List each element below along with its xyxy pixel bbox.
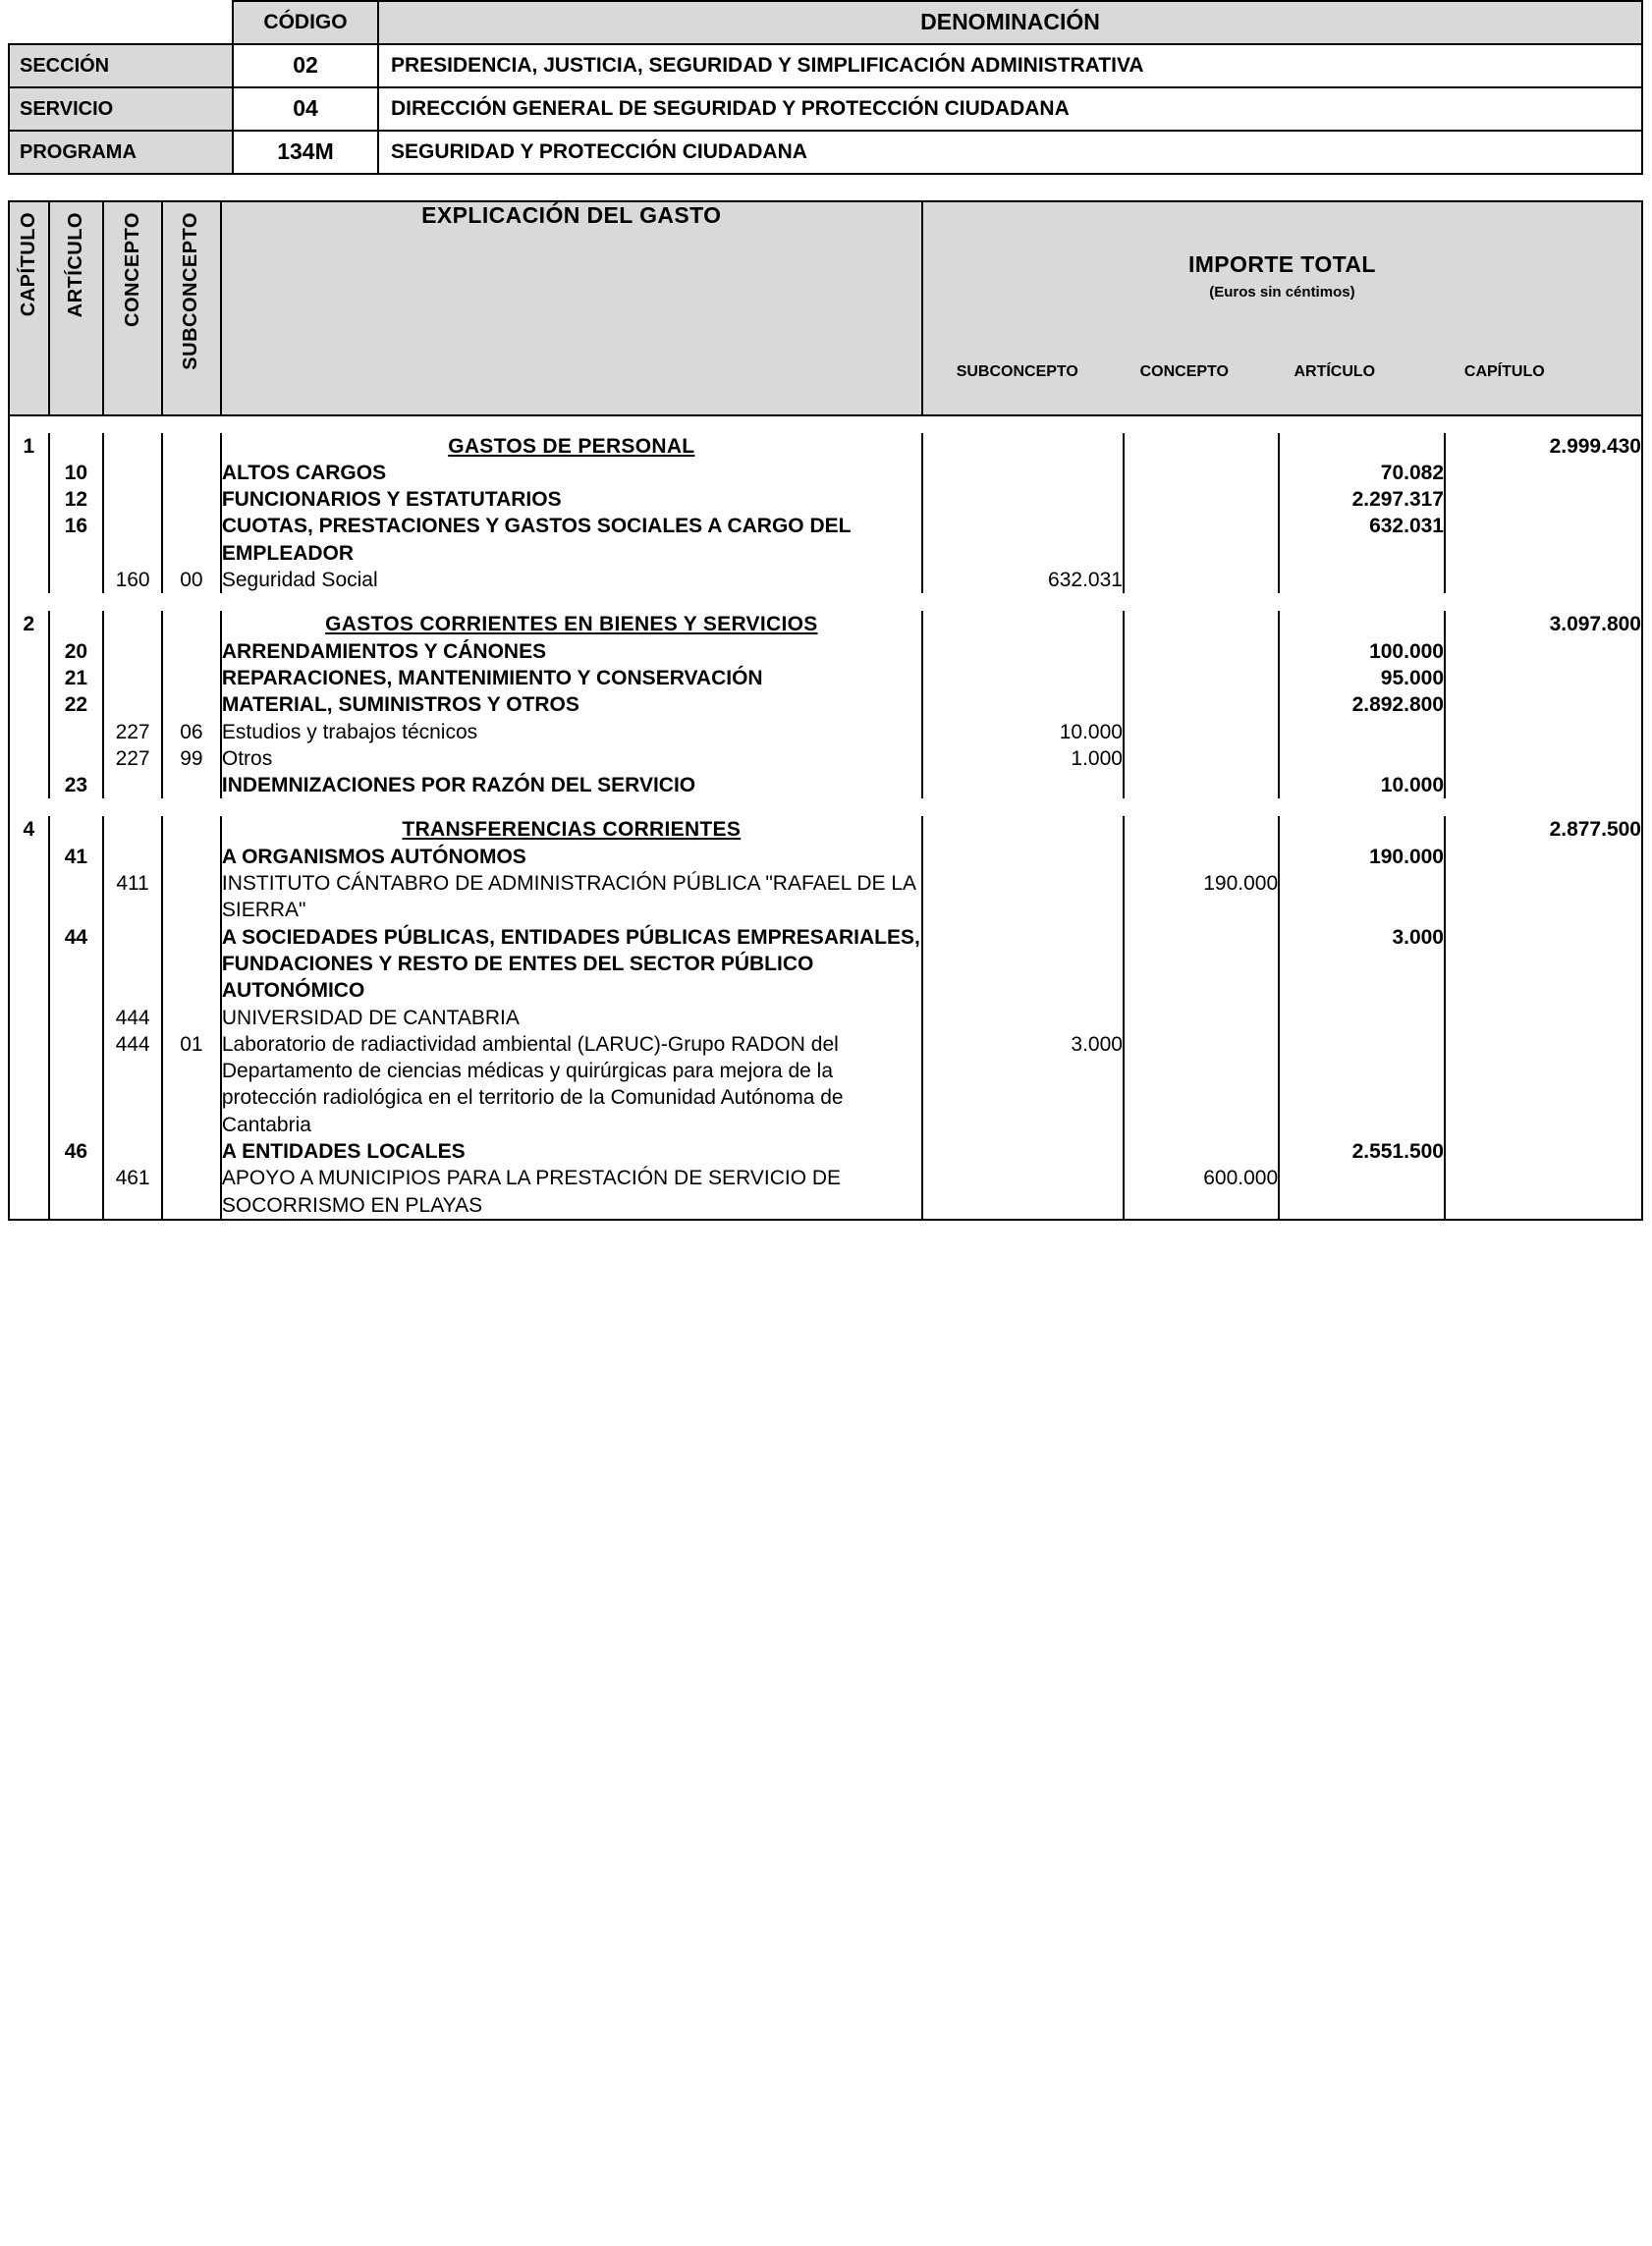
cell-value-concepto xyxy=(1124,772,1279,798)
ident-denomination-seccion: PRESIDENCIA, JUSTICIA, SEGURIDAD Y SIMPLIFICACIÓN ADMINISTRATIVA xyxy=(378,44,1642,87)
cell-articulo xyxy=(49,870,104,924)
cell-value-capitulo xyxy=(1445,745,1642,772)
cell-articulo: 21 xyxy=(49,665,104,691)
cell-concepto xyxy=(103,486,162,513)
cell-concepto xyxy=(103,638,162,665)
cell-value-articulo: 632.031 xyxy=(1279,513,1445,567)
cell-capitulo xyxy=(9,638,49,665)
cell-value-subconcepto xyxy=(922,1138,1124,1165)
cell-explicacion: Estudios y trabajos técnicos xyxy=(221,719,922,745)
cell-subconcepto xyxy=(162,691,221,718)
cell-concepto: 444 xyxy=(103,1005,162,1031)
cell-subconcepto xyxy=(162,844,221,870)
cell-value-capitulo xyxy=(1445,691,1642,718)
cell-value-concepto xyxy=(1124,844,1279,870)
cell-articulo xyxy=(49,611,104,637)
importe-total-title-block xyxy=(923,202,1641,350)
table-row xyxy=(9,924,1642,1005)
cell-explicacion: UNIVERSIDAD DE CANTABRIA xyxy=(221,1005,922,1031)
cell-value-articulo: 10.000 xyxy=(1279,772,1445,798)
header-concepto-label: CONCEPTO xyxy=(121,211,143,327)
cell-concepto xyxy=(103,611,162,637)
cell-articulo: 16 xyxy=(49,513,104,567)
cell-articulo xyxy=(49,719,104,745)
cell-value-capitulo: 2.877.500 xyxy=(1445,816,1642,843)
cell-value-concepto xyxy=(1124,611,1279,637)
cell-value-subconcepto xyxy=(922,772,1124,798)
cell-concepto: 444 xyxy=(103,1031,162,1138)
header-col-articulo: ARTÍCULO xyxy=(1294,362,1376,380)
cell-subconcepto xyxy=(162,513,221,567)
cell-articulo: 22 xyxy=(49,691,104,718)
cell-value-concepto xyxy=(1124,924,1279,1005)
cell-capitulo: 2 xyxy=(9,611,49,637)
cell-value-concepto xyxy=(1124,719,1279,745)
importe-total-subtitle: (Euros sin céntimos) xyxy=(1209,283,1355,301)
cell-value-capitulo xyxy=(1445,665,1642,691)
table-row xyxy=(9,1031,1642,1138)
cell-explicacion: INDEMNIZACIONES POR RAZÓN DEL SERVICIO xyxy=(221,772,922,798)
ident-row-programa xyxy=(9,131,1642,174)
cell-explicacion: FUNCIONARIOS Y ESTATUTARIOS xyxy=(221,486,922,513)
importe-total-title: IMPORTE TOTAL xyxy=(1187,250,1376,277)
cell-subconcepto xyxy=(162,1138,221,1165)
cell-explicacion: CUOTAS, PRESTACIONES Y GASTOS SOCIALES A CARGO DEL EMPLEADOR xyxy=(221,513,922,567)
program-identification-table xyxy=(8,0,1643,175)
cell-value-articulo xyxy=(1279,719,1445,745)
cell-value-articulo: 2.297.317 xyxy=(1279,486,1445,513)
cell-articulo: 12 xyxy=(49,486,104,513)
cell-articulo: 20 xyxy=(49,638,104,665)
cell-subconcepto xyxy=(162,486,221,513)
cell-value-articulo xyxy=(1279,567,1445,593)
cell-articulo xyxy=(49,1031,104,1138)
cell-value-concepto xyxy=(1124,486,1279,513)
table-row xyxy=(9,513,1642,567)
ident-header-blank xyxy=(9,1,233,44)
cell-value-capitulo: 3.097.800 xyxy=(1445,611,1642,637)
cell-value-articulo: 95.000 xyxy=(1279,665,1445,691)
ident-row-servicio xyxy=(9,87,1642,131)
cell-value-subconcepto xyxy=(922,1165,1124,1220)
cell-subconcepto xyxy=(162,1005,221,1031)
cell-subconcepto xyxy=(162,924,221,1005)
cell-articulo: 10 xyxy=(49,460,104,486)
cell-concepto xyxy=(103,460,162,486)
header-articulo xyxy=(49,201,104,415)
cell-capitulo xyxy=(9,665,49,691)
cell-capitulo xyxy=(9,719,49,745)
cell-value-subconcepto xyxy=(922,611,1124,637)
cell-value-subconcepto xyxy=(922,486,1124,513)
ident-header-denomination: DENOMINACIÓN xyxy=(378,1,1642,44)
cell-value-articulo xyxy=(1279,433,1445,460)
header-articulo-label: ARTÍCULO xyxy=(64,211,86,317)
cell-value-subconcepto: 632.031 xyxy=(922,567,1124,593)
cell-value-articulo: 70.082 xyxy=(1279,460,1445,486)
table-row xyxy=(9,745,1642,772)
header-col-concepto: CONCEPTO xyxy=(1139,362,1229,380)
cell-value-capitulo xyxy=(1445,1165,1642,1220)
cell-value-articulo: 100.000 xyxy=(1279,638,1445,665)
cell-concepto xyxy=(103,816,162,843)
cell-value-subconcepto xyxy=(922,638,1124,665)
cell-subconcepto xyxy=(162,870,221,924)
ident-denomination-servicio: DIRECCIÓN GENERAL DE SEGURIDAD Y PROTECCIÓN CIUDADANA xyxy=(378,87,1642,131)
cell-subconcepto: 00 xyxy=(162,567,221,593)
cell-concepto xyxy=(103,844,162,870)
cell-value-articulo xyxy=(1279,611,1445,637)
cell-capitulo xyxy=(9,460,49,486)
cell-value-subconcepto xyxy=(922,844,1124,870)
header-subconcepto-label: SUBCONCEPTO xyxy=(180,211,202,370)
cell-articulo xyxy=(49,1165,104,1220)
cell-value-subconcepto xyxy=(922,513,1124,567)
cell-articulo: 44 xyxy=(49,924,104,1005)
cell-value-concepto xyxy=(1124,638,1279,665)
cell-value-articulo xyxy=(1279,1165,1445,1220)
cell-articulo xyxy=(49,433,104,460)
budget-detail-table xyxy=(8,200,1643,1221)
cell-concepto: 227 xyxy=(103,719,162,745)
cell-subconcepto xyxy=(162,638,221,665)
cell-value-capitulo xyxy=(1445,870,1642,924)
cell-capitulo xyxy=(9,513,49,567)
cell-explicacion: Seguridad Social xyxy=(221,567,922,593)
budget-header-row xyxy=(9,201,1642,415)
ident-header-row xyxy=(9,1,1642,44)
cell-value-subconcepto xyxy=(922,1005,1124,1031)
cell-explicacion: Otros xyxy=(221,745,922,772)
cell-value-articulo: 2.892.800 xyxy=(1279,691,1445,718)
table-row xyxy=(9,486,1642,513)
cell-articulo xyxy=(49,816,104,843)
ident-label-programa: PROGRAMA xyxy=(9,131,233,174)
cell-value-capitulo xyxy=(1445,772,1642,798)
cell-value-articulo xyxy=(1279,1005,1445,1031)
table-row xyxy=(9,691,1642,718)
cell-value-subconcepto xyxy=(922,870,1124,924)
header-subconcepto xyxy=(162,201,221,415)
cell-capitulo xyxy=(9,567,49,593)
cell-concepto xyxy=(103,924,162,1005)
cell-value-concepto xyxy=(1124,691,1279,718)
ident-header-code: CÓDIGO xyxy=(233,1,378,44)
cell-value-subconcepto: 1.000 xyxy=(922,745,1124,772)
cell-subconcepto xyxy=(162,460,221,486)
cell-concepto xyxy=(103,1138,162,1165)
cell-subconcepto xyxy=(162,816,221,843)
cell-explicacion: ARRENDAMIENTOS Y CÁNONES xyxy=(221,638,922,665)
cell-value-concepto xyxy=(1124,433,1279,460)
table-row xyxy=(9,719,1642,745)
cell-subconcepto xyxy=(162,433,221,460)
cell-value-concepto xyxy=(1124,745,1279,772)
header-col-capitulo: CAPÍTULO xyxy=(1463,362,1545,380)
header-capitulo-label: CAPÍTULO xyxy=(17,211,39,316)
cell-concepto: 227 xyxy=(103,745,162,772)
table-row xyxy=(9,1165,1642,1220)
cell-value-articulo: 3.000 xyxy=(1279,924,1445,1005)
cell-explicacion: A ORGANISMOS AUTÓNOMOS xyxy=(221,844,922,870)
table-row xyxy=(9,460,1642,486)
table-row xyxy=(9,567,1642,593)
cell-capitulo xyxy=(9,772,49,798)
cell-value-articulo xyxy=(1279,745,1445,772)
cell-capitulo xyxy=(9,924,49,1005)
header-capitulo xyxy=(9,201,49,415)
cell-articulo xyxy=(49,567,104,593)
cell-capitulo: 1 xyxy=(9,433,49,460)
cell-explicacion: INSTITUTO CÁNTABRO DE ADMINISTRACIÓN PÚBLICA "RAFAEL DE LA SIERRA" xyxy=(221,870,922,924)
cell-explicacion: A ENTIDADES LOCALES xyxy=(221,1138,922,1165)
cell-value-articulo: 190.000 xyxy=(1279,844,1445,870)
cell-articulo xyxy=(49,745,104,772)
table-row xyxy=(9,1138,1642,1165)
cell-value-concepto xyxy=(1124,1005,1279,1031)
cell-concepto xyxy=(103,513,162,567)
cell-articulo: 41 xyxy=(49,844,104,870)
cell-value-subconcepto xyxy=(922,816,1124,843)
cell-explicacion: Laboratorio de radiactividad ambiental (LARUC)-Grupo RADON del Departamento de ciencias médicas y quirúrgicas para mejora de la protección radiológica en el territorio de la Comunidad Autónoma de Cantabria xyxy=(221,1031,922,1138)
cell-value-capitulo xyxy=(1445,1138,1642,1165)
cell-value-subconcepto xyxy=(922,665,1124,691)
cell-capitulo xyxy=(9,745,49,772)
table-row xyxy=(9,415,1642,433)
cell-articulo: 46 xyxy=(49,1138,104,1165)
table-row xyxy=(9,433,1642,460)
cell-subconcepto xyxy=(162,1165,221,1220)
cell-value-concepto: 600.000 xyxy=(1124,1165,1279,1220)
cell-value-concepto: 190.000 xyxy=(1124,870,1279,924)
cell-concepto: 411 xyxy=(103,870,162,924)
cell-value-capitulo xyxy=(1445,486,1642,513)
cell-value-articulo xyxy=(1279,1031,1445,1138)
cell-capitulo xyxy=(9,1005,49,1031)
cell-concepto: 461 xyxy=(103,1165,162,1220)
ident-code-servicio: 04 xyxy=(233,87,378,131)
cell-value-articulo: 2.551.500 xyxy=(1279,1138,1445,1165)
cell-subconcepto xyxy=(162,611,221,637)
cell-explicacion: GASTOS DE PERSONAL xyxy=(221,433,922,460)
ident-code-seccion: 02 xyxy=(233,44,378,87)
ident-row-seccion xyxy=(9,44,1642,87)
cell-concepto: 160 xyxy=(103,567,162,593)
table-row xyxy=(9,870,1642,924)
table-row-spacer xyxy=(9,593,1642,611)
table-row xyxy=(9,816,1642,843)
cell-value-capitulo xyxy=(1445,719,1642,745)
table-gap xyxy=(8,175,1644,200)
table-row xyxy=(9,1005,1642,1031)
cell-subconcepto: 01 xyxy=(162,1031,221,1138)
header-concepto xyxy=(103,201,162,415)
cell-concepto xyxy=(103,691,162,718)
cell-capitulo xyxy=(9,1031,49,1138)
cell-value-capitulo xyxy=(1445,460,1642,486)
cell-articulo: 23 xyxy=(49,772,104,798)
cell-explicacion: MATERIAL, SUMINISTROS Y OTROS xyxy=(221,691,922,718)
cell-value-capitulo xyxy=(1445,638,1642,665)
cell-value-concepto xyxy=(1124,567,1279,593)
cell-explicacion: REPARACIONES, MANTENIMIENTO Y CONSERVACIÓN xyxy=(221,665,922,691)
cell-value-subconcepto xyxy=(922,924,1124,1005)
cell-explicacion: TRANSFERENCIAS CORRIENTES xyxy=(221,816,922,843)
cell-explicacion: ALTOS CARGOS xyxy=(221,460,922,486)
cell-value-capitulo xyxy=(1445,924,1642,1005)
cell-capitulo xyxy=(9,691,49,718)
cell-articulo xyxy=(49,1005,104,1031)
cell-value-subconcepto xyxy=(922,460,1124,486)
table-row-spacer xyxy=(9,798,1642,816)
ident-denomination-programa: SEGURIDAD Y PROTECCIÓN CIUDADANA xyxy=(378,131,1642,174)
table-row xyxy=(9,772,1642,798)
cell-capitulo xyxy=(9,870,49,924)
cell-value-concepto xyxy=(1124,1031,1279,1138)
cell-subconcepto: 06 xyxy=(162,719,221,745)
cell-concepto xyxy=(103,433,162,460)
cell-capitulo xyxy=(9,1165,49,1220)
table-row xyxy=(9,665,1642,691)
header-explicacion: EXPLICACIÓN DEL GASTO xyxy=(221,201,922,415)
cell-value-subconcepto: 10.000 xyxy=(922,719,1124,745)
cell-value-concepto xyxy=(1124,665,1279,691)
table-row xyxy=(9,611,1642,637)
cell-subconcepto xyxy=(162,772,221,798)
cell-value-articulo xyxy=(1279,870,1445,924)
cell-value-concepto xyxy=(1124,816,1279,843)
cell-value-capitulo xyxy=(1445,513,1642,567)
table-row xyxy=(9,844,1642,870)
table-row xyxy=(9,638,1642,665)
cell-capitulo xyxy=(9,844,49,870)
cell-value-subconcepto xyxy=(922,433,1124,460)
cell-value-capitulo xyxy=(1445,567,1642,593)
cell-explicacion: APOYO A MUNICIPIOS PARA LA PRESTACIÓN DE SERVICIO DE SOCORRISMO EN PLAYAS xyxy=(221,1165,922,1220)
cell-concepto xyxy=(103,665,162,691)
cell-explicacion: GASTOS CORRIENTES EN BIENES Y SERVICIOS xyxy=(221,611,922,637)
cell-value-subconcepto xyxy=(922,691,1124,718)
cell-value-concepto xyxy=(1124,513,1279,567)
cell-value-subconcepto: 3.000 xyxy=(922,1031,1124,1138)
cell-value-capitulo xyxy=(1445,1005,1642,1031)
header-col-subconcepto: SUBCONCEPTO xyxy=(956,362,1078,380)
ident-label-seccion: SECCIÓN xyxy=(9,44,233,87)
cell-value-capitulo xyxy=(1445,1031,1642,1138)
cell-capitulo xyxy=(9,486,49,513)
cell-subconcepto: 99 xyxy=(162,745,221,772)
ident-label-servicio: SERVICIO xyxy=(9,87,233,131)
cell-capitulo: 4 xyxy=(9,816,49,843)
cell-explicacion: A SOCIEDADES PÚBLICAS, ENTIDADES PÚBLICAS EMPRESARIALES, FUNDACIONES Y RESTO DE ENTES DEL SECTOR PÚBLICO AUTONÓMICO xyxy=(221,924,922,1005)
cell-concepto xyxy=(103,772,162,798)
importe-subheader-row xyxy=(923,350,1641,389)
cell-value-capitulo xyxy=(1445,844,1642,870)
header-importe-total xyxy=(922,201,1642,415)
cell-value-concepto xyxy=(1124,460,1279,486)
ident-code-programa: 134M xyxy=(233,131,378,174)
cell-value-articulo xyxy=(1279,816,1445,843)
cell-capitulo xyxy=(9,1138,49,1165)
cell-value-capitulo: 2.999.430 xyxy=(1445,433,1642,460)
cell-value-concepto xyxy=(1124,1138,1279,1165)
cell-subconcepto xyxy=(162,665,221,691)
